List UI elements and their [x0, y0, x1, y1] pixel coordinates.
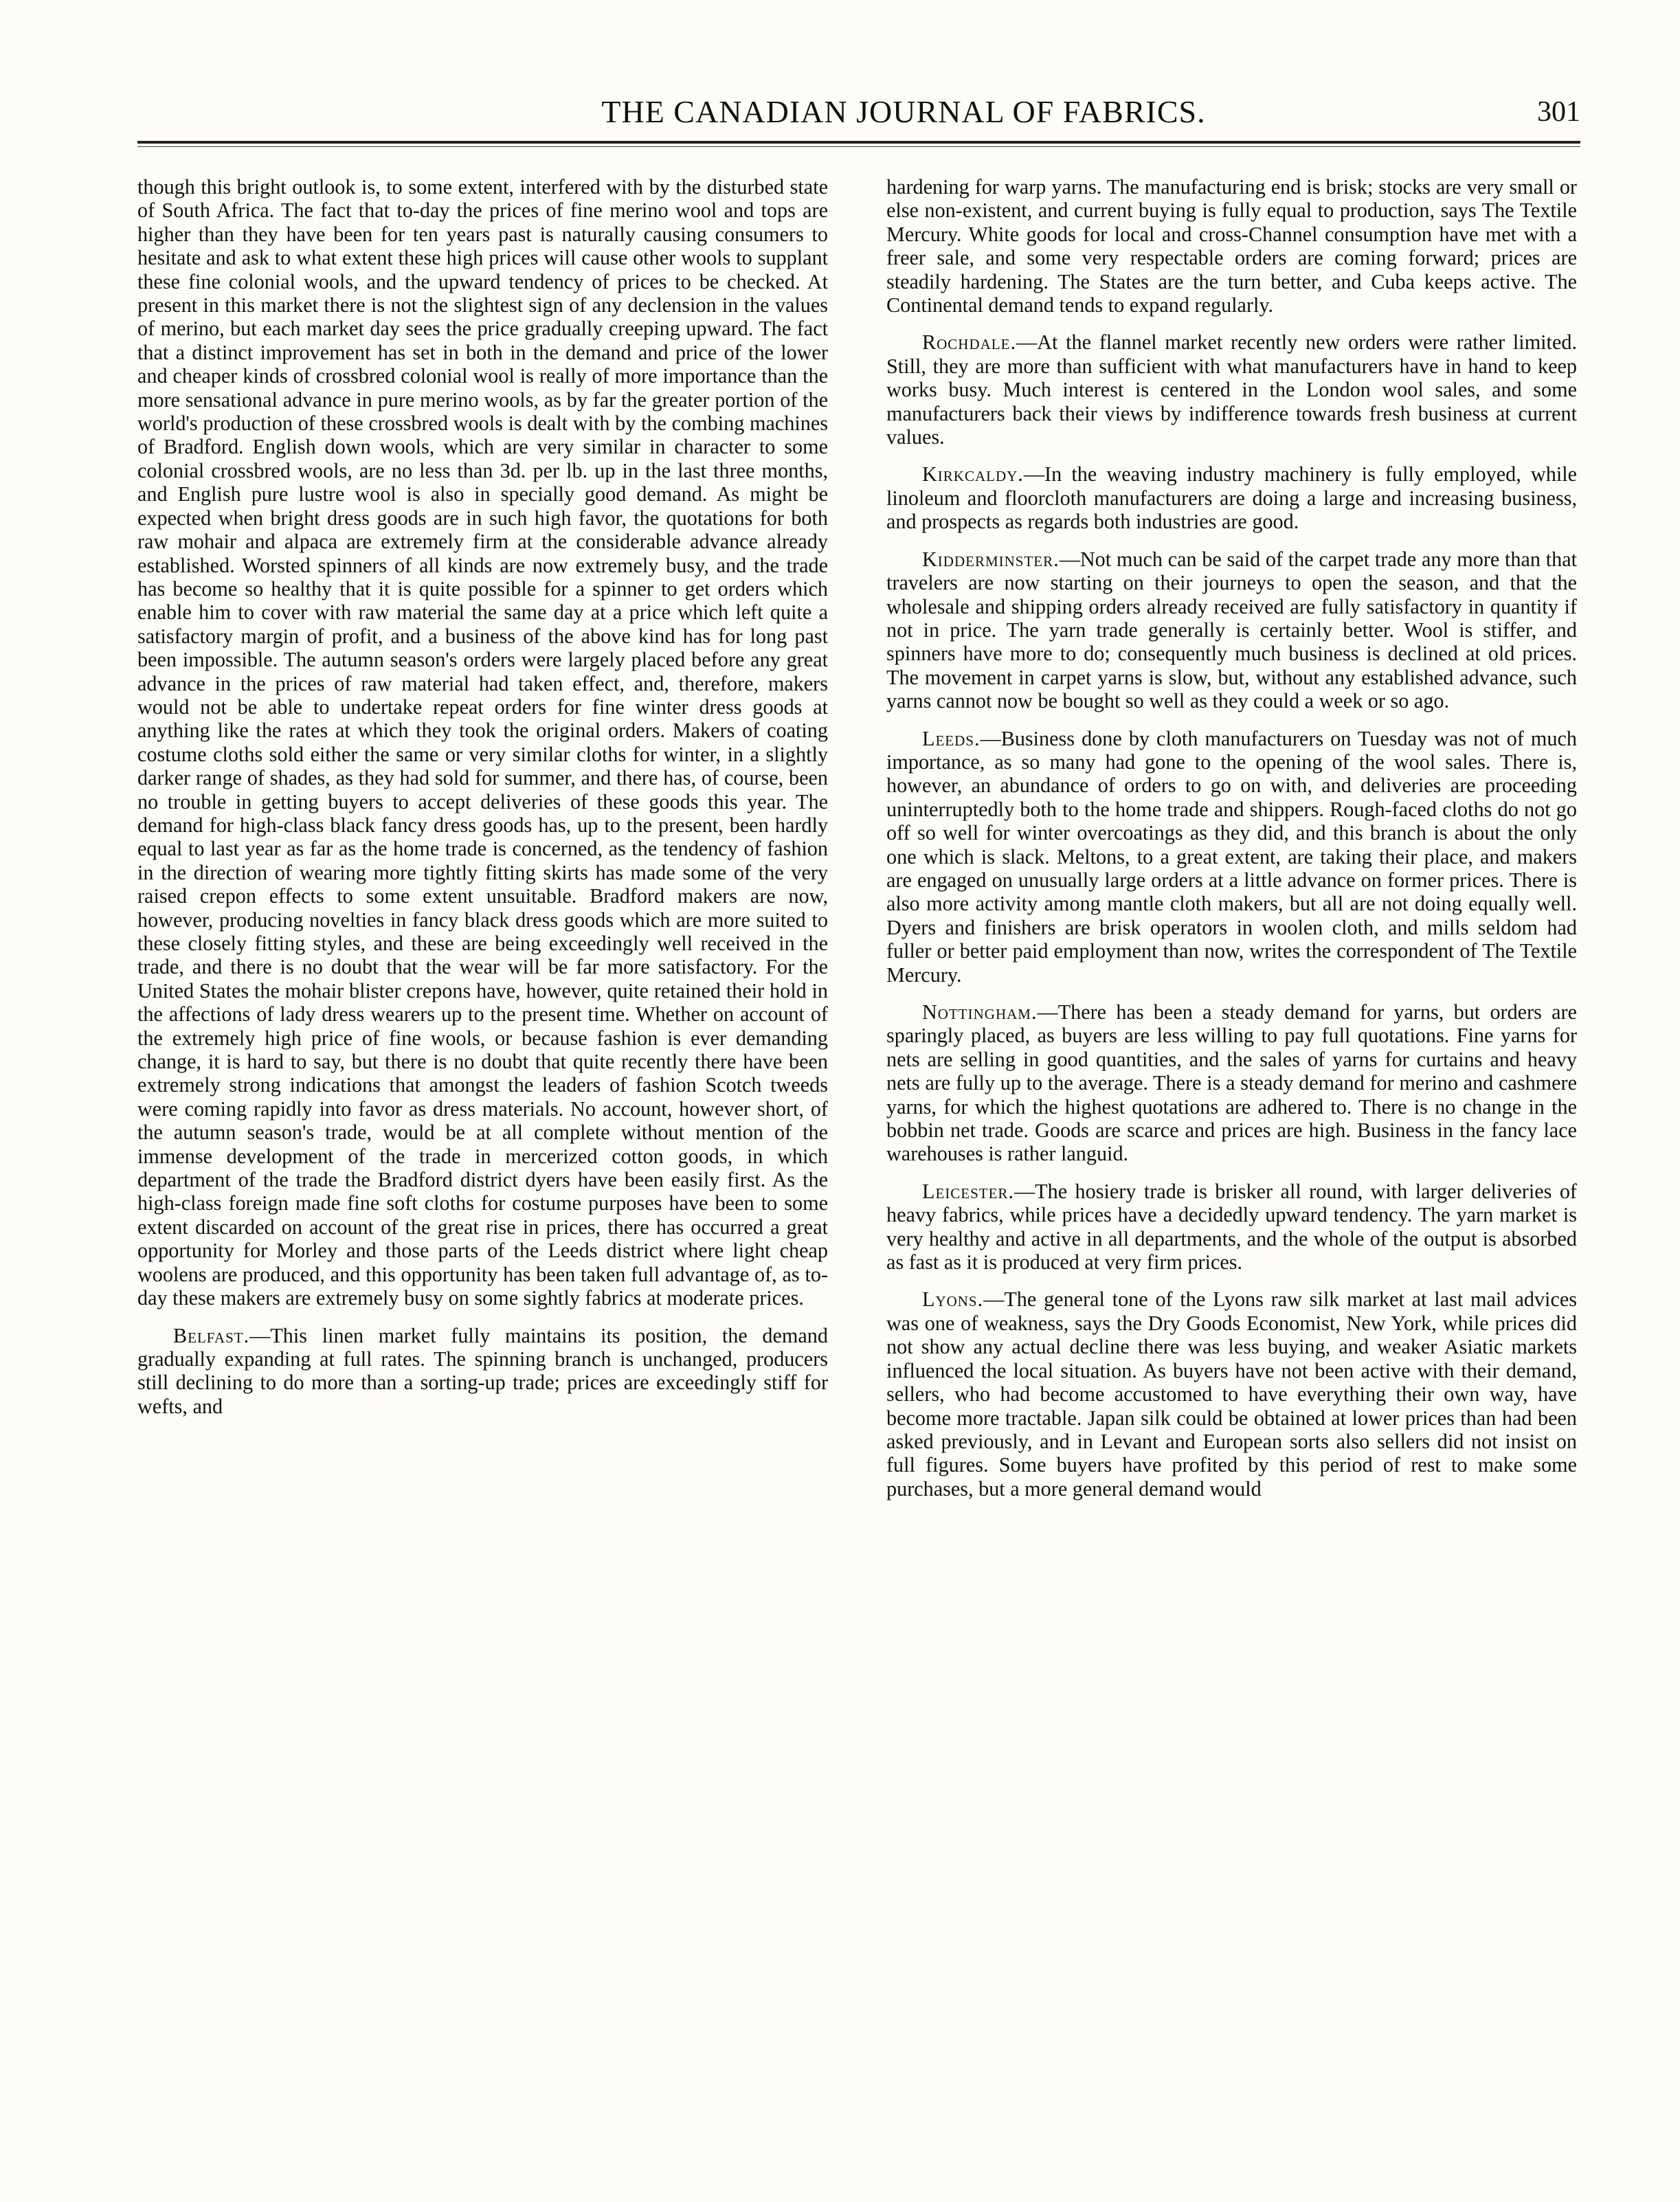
paragraph-leeds-text: —Business done by cloth manufacturers on Tuesday was not of much importance, as so many had gone to the opening of the wool sales. There is, however, an abundance of orders to go on with, and deliveries are proceeding uninterruptedly both to the home trade and shippers. Rough-faced cloths do not go off so well for winter overcoatings as they did, and this branch is about the only one which is slack. Meltons, to a great extent, are taking their place, and makers are engaged on unusually large orders at a little advance on former prices. There is also more activity among mantle cloth makers, but all are not doing equally well. Dyers and finishers are brisk operators in woolen cloth, and mills seldom had fuller or better paid employment than now, writes the correspondent of The Textile Mercury.	[886, 726, 1577, 987]
paragraph-kirkcaldy	[886, 462, 1577, 533]
place-name-rochdale: Rochdale.	[922, 330, 1017, 355]
header-rule	[137, 141, 1580, 144]
paragraph-kidderminster	[886, 548, 1577, 713]
paragraph-leicester	[886, 1180, 1577, 1274]
paragraph-rochdale-text: —At the flannel market recently new orders were rather limited. Still, they are more than sufficient with what manufacturers have in hand to keep works busy. Much interest is centered in the London wool sales, and some manufacturers back their views by indifference towards fresh business at current values.	[886, 330, 1577, 449]
place-name-leicester: Leicester.	[922, 1179, 1014, 1203]
paragraph-nottingham	[886, 1000, 1577, 1166]
paragraph-kirkcaldy-text: —In the weaving industry machinery is fully employed, while linoleum and floorcloth manufacturers are doing a large and increasing business, and prospects as regards both industries are good.	[886, 462, 1577, 534]
paragraph-belfast-continued: hardening for warp yarns. The manufacturing end is brisk; stocks are very small or else non-existent, and current buying is fully equal to production, says The Textile Mercury. White goods for local and cross-Channel consumption have met with a freer sale, and some very respectable orders are coming forward; prices are steadily hardening. The States are the turn better, and Cuba keeps active. The Continental demand tends to expand regularly.	[886, 175, 1577, 317]
paragraph-belfast-text: —This linen market fully maintains its position, the demand gradually expanding at full rates. The spinning branch is unchanged, producers still declining to do more than a sorting-up trade; prices are exceedingly stiff for wefts, and	[137, 1323, 828, 1418]
paragraph-nottingham-text: —There has been a steady demand for yarns, but orders are sparingly placed, as buyers are less willing to pay full quotations. Fine yarns for nets are selling in good quantities, and the sales of yarns for curtains and heavy nets are fully up to the average. There is a steady demand for merino and cashmere yarns, for which the highest quotations are adhered to. There is no change in the bobbin net trade. Goods are scarce and prices are high. Business in the fancy lace warehouses is rather languid.	[886, 1000, 1577, 1166]
paragraph-belfast	[137, 1324, 828, 1419]
place-name-kidderminster: Kidderminster.	[922, 547, 1060, 571]
journal-title: THE CANADIAN JOURNAL OF FABRICS.	[601, 94, 1206, 129]
place-name-kirkcaldy: Kirkcaldy.	[922, 462, 1024, 486]
paragraph-bradford-continued: though this bright outlook is, to some extent, interfered with by the disturbed state of South Africa. The fact that to-day the prices of fine merino wool and tops are higher than they have been for ten years past is naturally causing consumers to hesitate and ask to what extent these high prices will cause other wools to supplant these fine colonial wools, and the upward tendency of prices to be checked. At present in this market there is not the slightest sign of any declension in the values of merino, but each market day sees the price gradually creeping upward. The fact that a distinct improvement has set in both in the demand and price of the lower and cheaper kinds of crossbred colonial wool is really of more importance than the more sensational advance in pure merino wools, as by far the greater portion of the world's production of these crossbred wools is dealt with by the combing machines of Bradford. English down wools, which are very similar in character to some colonial crossbred wools, are no less than 3d. per lb. up in the last three months, and English pure lustre wool is also in specially good demand. As might be expected when bright dress goods are in such high favor, the quotations for both raw mohair and alpaca are extremely firm at the considerable advance already established. Worsted spinners of all kinds are now extremely busy, and the trade has become so healthy that it is quite possible for a spinner to get orders which enable him to cover with raw material the same day at a price which left quite a satisfactory margin of profit, and a business of the above kind has for long past been impossible. The autumn season's orders were largely placed before any great advance in the prices of raw material had taken effect, and, therefore, makers would not be able to undertake repeat orders for fine winter dress goods at anything like the rates at which they took the original orders. Makers of coating costume cloths sold either the same or very similar cloths for winter, in a slightly darker range of shades, as they had sold for summer, and there has, of course, been no trouble in getting buyers to accept deliveries of these goods this year. The demand for high-class black fancy dress goods has, up to the present, been hardly equal to last year as far as the home trade is concerned, as the tendency of fashion in the direction of wearing more tightly fitting skirts has made some of the very raised crepon effects to some extent unsuitable. Bradford makers are now, however, producing novelties in fancy black dress goods which are more suited to these closely fitting styles, and these are being exceedingly well received in the trade, and there is no doubt that the wear will be far more satisfactory. For the United States the mohair blister crepons have, however, quite retained their hold in the affections of lady dress wearers up to the present time. Whether on account of the extremely high price of fine wools, or because fashion is ever demanding change, it is hard to say, but there is no doubt that quite recently there have been extremely strong indications that amongst the leaders of fashion Scotch tweeds were coming rapidly into favor as dress materials. No account, however short, of the autumn season's trade, would be at all complete without mention of the immense development of the trade in mercerized cotton goods, in which department of the trade the Bradford district dyers have been easily first. As the high-class foreign made fine soft cloths for costume purposes have been to some extent discarded on account of the great rise in prices, there has occurred a great opportunity for Morley and those parts of the Leeds district where light cheap woolens are produced, and this opportunity has been taken full advantage of, as to-day these makers are extremely busy on some sightly fabrics at moderate prices.	[137, 175, 828, 1310]
page-number: 301	[1537, 96, 1580, 128]
right-column	[886, 175, 1577, 2168]
paragraph-rochdale	[886, 330, 1577, 449]
place-name-belfast: Belfast.	[173, 1323, 250, 1347]
place-name-leeds: Leeds.	[922, 726, 981, 750]
place-name-lyons: Lyons.	[922, 1288, 984, 1312]
paragraph-leeds	[886, 727, 1577, 987]
paragraph-lyons-text: —The general tone of the Lyons raw silk market at last mail advices was one of weakness, says the Dry Goods Economist, New York, while prices did not show any actual decline there was less buying, and weaker Asiatic markets influenced the local situation. As buyers have not been active with their demand, sellers, who had become accustomed to have everything their own way, have become more tractable. Japan silk could be obtained at lower prices than had been asked previously, and in Levant and European sorts also sellers did not insist on full figures. Some buyers have profited by this period of rest to make some purchases, but a more general demand would	[886, 1288, 1577, 1501]
left-column	[137, 175, 828, 2168]
paragraph-kidderminster-text: —Not much can be said of the carpet trade any more than that travelers are now starting on their journeys to open the season, and that the wholesale and shipping orders already received are fully satisfactory in quantity if not in price. The yarn trade generally is certainly better. Wool is stiffer, and spinners have more to do; consequently much business is declined at old prices. The movement in carpet yarns is slow, but, without any established advance, such yarns cannot now be bought so well as they could a week or so ago.	[886, 547, 1577, 713]
place-name-nottingham: Nottingham.	[922, 1000, 1038, 1024]
page-header	[137, 88, 1580, 136]
paragraph-leicester-text: —The hosiery trade is brisker all round, with larger deliveries of heavy fabrics, while prices have a decidedly upward tendency. The yarn market is very healthy and active in all departments, and the whole of the output is absorbed as fast as it is produced at very firm prices.	[886, 1179, 1577, 1274]
paragraph-lyons	[886, 1288, 1577, 1501]
header-rule-thin	[137, 146, 1580, 147]
